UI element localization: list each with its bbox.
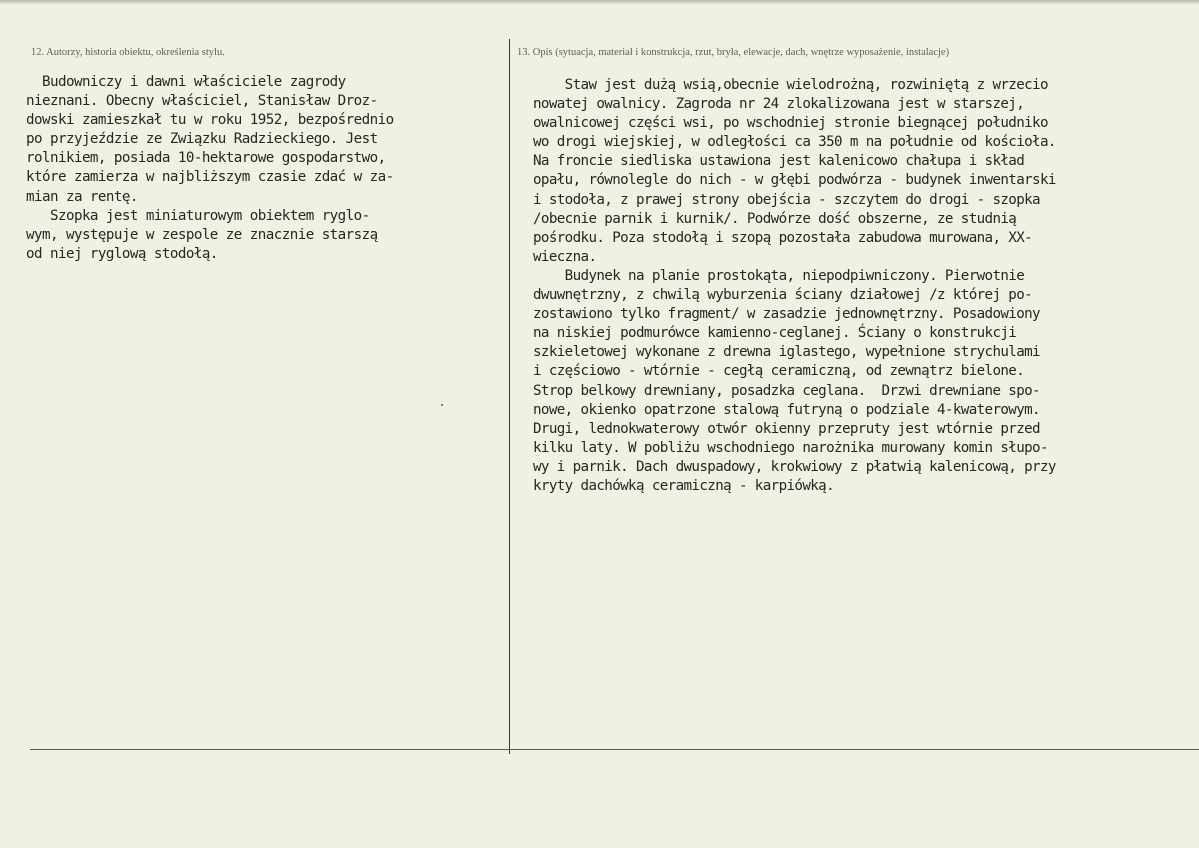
section-12-heading: 12. Autorzy, historia obiektu, określenia stylu. [31, 47, 225, 58]
section-13-heading: 13. Opis (sytuacja, materiał i konstrukcja, rzut, bryła, elewacje, dach, wnętrze wyposażenie, instalacje) [517, 47, 950, 58]
column-divider [509, 39, 510, 754]
paper-speck [441, 404, 443, 406]
section-13-text: Staw jest dużą wsią,obecnie wielodrożną, rozwiniętą z wrzecio nowatej owalnicy. Zagroda nr 24 zlokalizowana jest w starszej, owalnicowej części wsi, po wschodniej stronie biegnącej południko wo drogi wiejskiej, w odległości ca 350 m na południe od kościoła. Na froncie siedliska ustawiona jest kalenicowo chałupa i skład opału, równolegle do nich - w głębi podwórza - budynek inwentarski i stodoła, z prawej strony obejścia - szczytem do drogi - szopka /obecnie parnik i kurnik/. Podwórze dość obszerne, ze studnią pośrodku. Poza stodołą i szopą pozostała zabudowa murowana, XX- wieczna. Budynek na planie prostokąta, niepodpiwniczony. Pierwotnie dwuwnętrzny, z chwilą wyburzenia ściany działowej /z której po- zostawiono tylko fragment/ w zasadzie jednownętrzny. Posadowiony na niskiej podmurówce kamienno-ceglanej. Ściany o konstrukcji szkieletowej wykonane z drewna iglastego, wypełnione strychulami i częściowo - wtórnie - cegłą ceramiczną, od zewnątrz bielone. Strop belkowy drewniany, posadzka ceglana. Drzwi drewniane spo- nowe, okienko opatrzone stalową futryną o podziale 4-kwaterowym. Drugi, lednokwaterowy otwór okienny przepruty jest wtórnie przed kilku laty. W pobliżu wschodniego narożnika murowany komin słupo- wy i parnik. Dach dwuspadowy, krokwiowy z płatwią kalenicową, przy kryty dachówką ceramiczną - karpiówką. [533, 77, 1056, 494]
section-12-text: Budowniczy i dawni właściciele zagrody nieznani. Obecny właściciel, Stanisław Droz- dowski zamieszkał tu w roku 1952, bezpośrednio po przyjeździe ze Związku Radzieckiego. Jest rolnikiem, posiada 10-hektarowe gospodarstwo, które zamierza w najbliższym czasie zdać w za- mian za rentę. Szopka jest miniaturowym obiektem ryglo- wym, występuje w zespole ze znacznie starszą od niej ryglową stodołą. [26, 74, 394, 262]
bottom-rule [30, 749, 1199, 750]
sheet-top-edge [0, 0, 1199, 5]
